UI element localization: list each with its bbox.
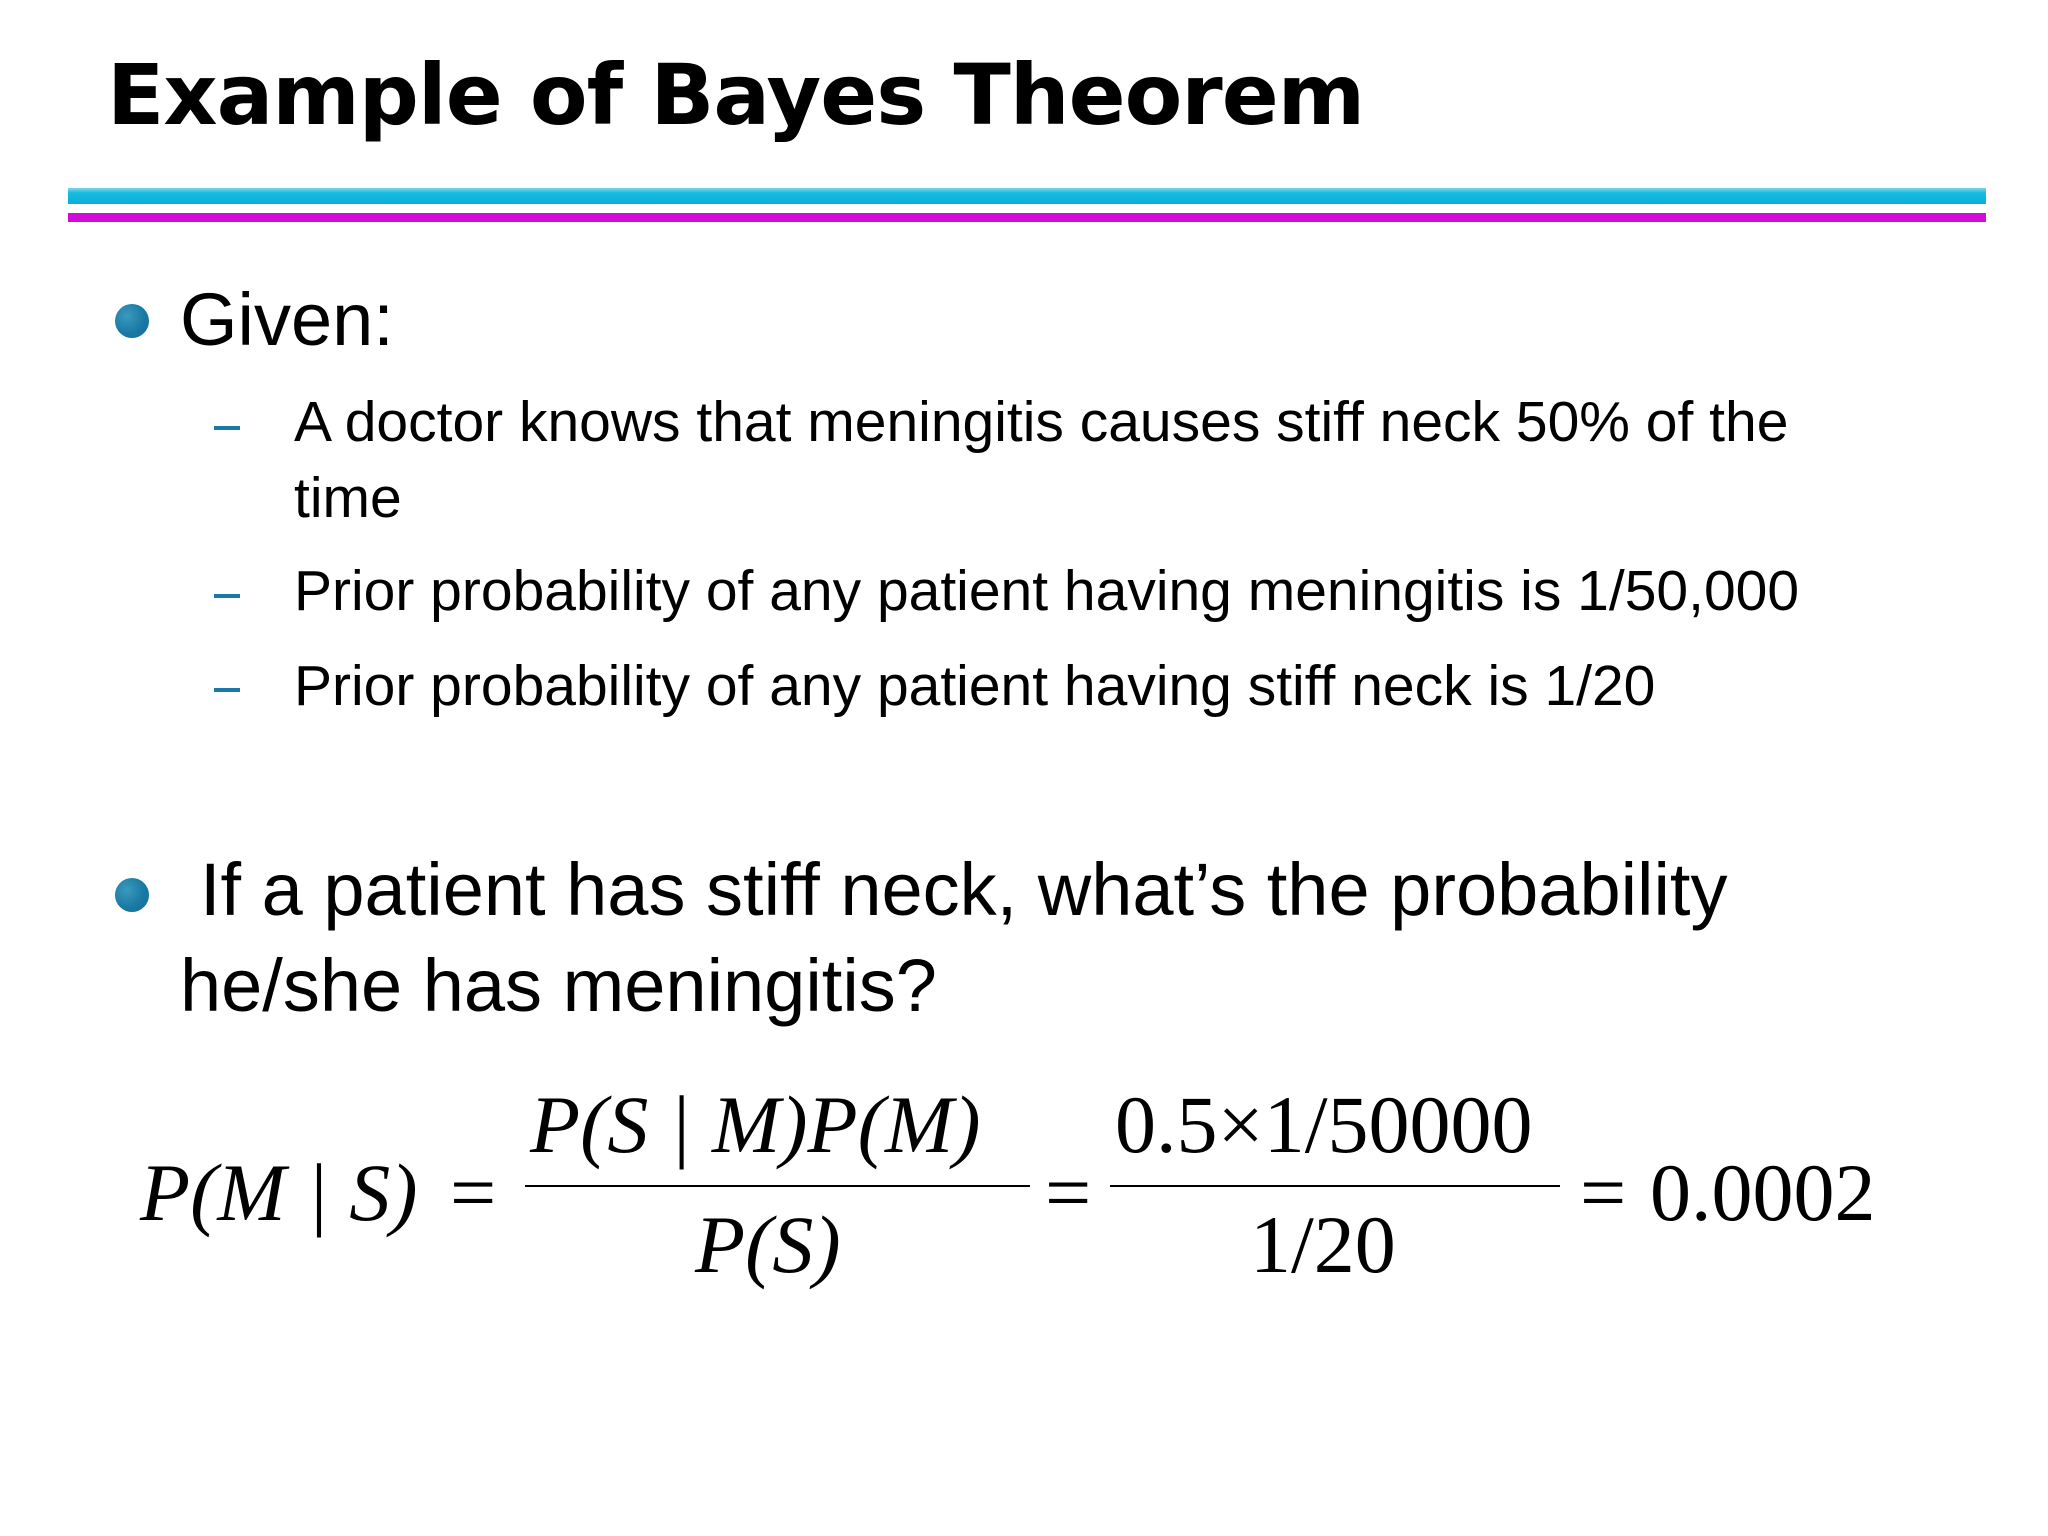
formula-denominator-1: P(S) [695,1199,841,1290]
fraction-bar-2 [1110,1185,1560,1187]
bullet-dot-icon [115,304,149,338]
bullet-given: Given: [180,278,394,361]
title-rule-cyan [68,188,1986,204]
dash-icon [214,594,240,598]
formula-equals-3: = [1580,1147,1627,1238]
formula-numerator-2: 0.5×1/50000 [1115,1079,1533,1170]
subitem-prior-meningitis: Prior probability of any patient having meningitis is 1/50,000 [294,559,1800,623]
formula-denominator-2: 1/20 [1250,1199,1396,1290]
bayes-formula [140,1079,1900,1295]
dash-icon [214,688,240,692]
slide-title: Example of Bayes Theorem [107,46,1365,144]
subitem-causes-continued: time [294,466,402,530]
formula-equals-2: = [1045,1147,1092,1238]
formula-equals-1: = [450,1147,497,1238]
question-line-2: he/she has meningitis? [180,944,937,1027]
subitem-causes: A doctor knows that meningitis causes stiff neck 50% of the [294,390,1789,454]
bullet-dot-icon [115,878,149,912]
dash-icon [214,426,240,430]
question-line-1: If a patient has stiff neck, what’s the probability [200,848,1728,931]
subitem-prior-stiff-neck: Prior probability of any patient having stiff neck is 1/20 [294,654,1656,718]
formula-lhs: P(M | S) [140,1147,418,1238]
fraction-bar-1 [525,1185,1030,1187]
formula-numerator-1: P(S | M)P(M) [530,1079,981,1170]
title-rule-magenta [68,213,1986,222]
formula-result: 0.0002 [1650,1147,1876,1238]
